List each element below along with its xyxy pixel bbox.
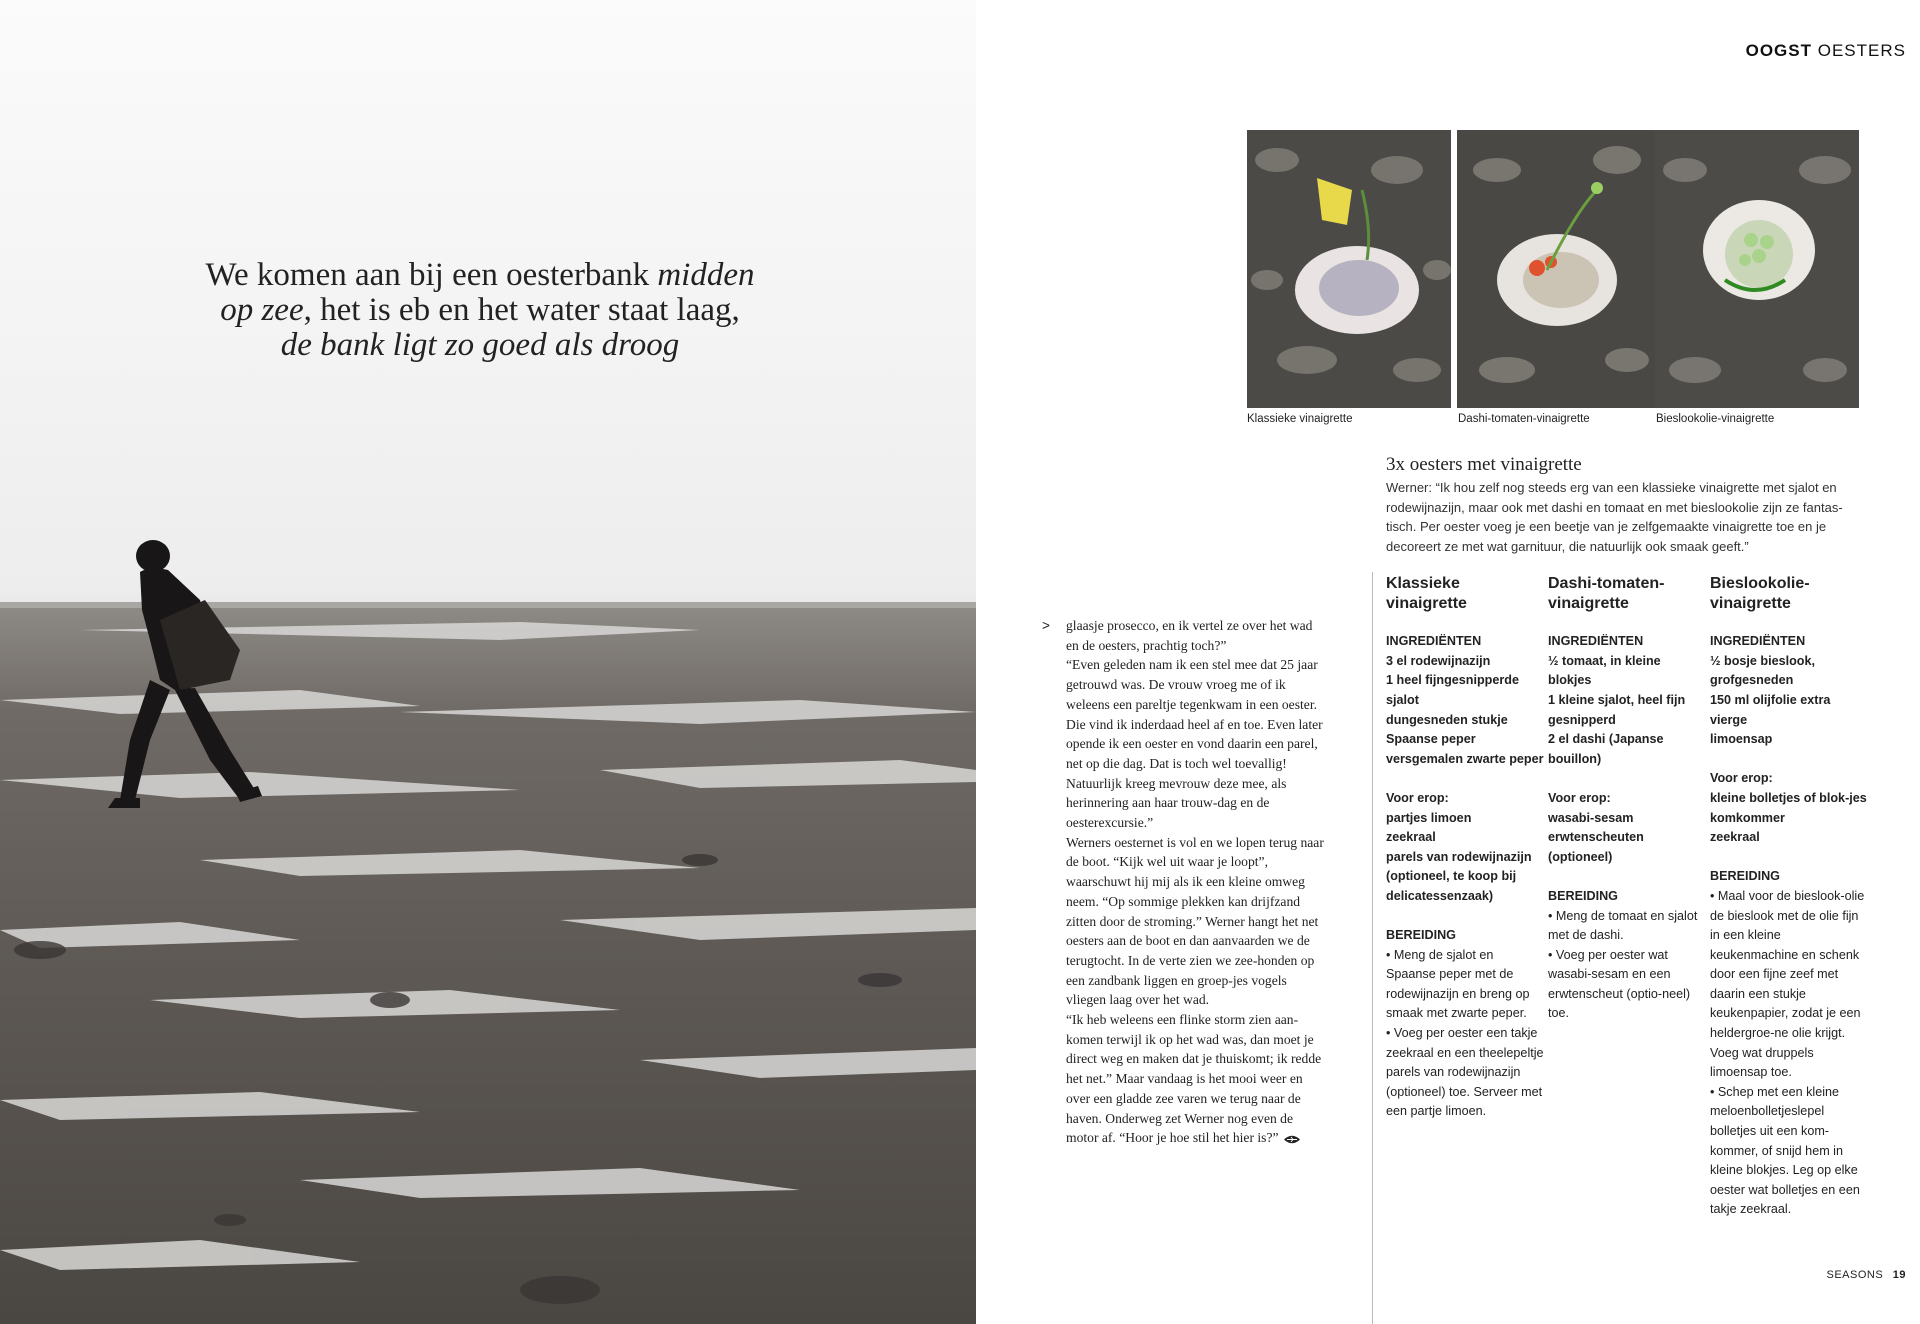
pull-quote: We komen aan bij een oesterbank midden op zee, het is eb en het water staat laag, de bank ligt zo goed als droog (205, 257, 755, 363)
recipe-column-title: Dashi-tomaten-vinaigrette (1548, 575, 1665, 612)
recipe-column-classic (1386, 574, 1544, 1122)
recipe-intro: Werner: “Ik hou zelf nog steeds erg van een klassieke vinaigrette met sjalot en rodewijnazijn, maar ook met dashi en tomaat en met bieslookolie zijn ze fantas-tisch. Per oester voeg je een beetje van je zelfgemaakte vinaigrette toe en je decoreert ze met wat garnituur, die natuurlijk ook smaak geeft.” (1386, 480, 1843, 554)
photo-caption-chive: Bieslookolie-vinaigrette (1656, 413, 1775, 425)
topping-item: kleine bolletjes of blok-jes komkommer (1710, 790, 1867, 825)
recipe-column-title: Bieslookolie-vinaigrette (1710, 575, 1810, 612)
oyster-photo-classic (1247, 130, 1451, 408)
photo-caption-dashi: Dashi-tomaten-vinaigrette (1458, 413, 1590, 425)
ingredient-item: 150 ml olijfolie extra vierge (1710, 692, 1831, 727)
oyster-photo-chive (1655, 130, 1859, 408)
ingredient-item: 1 heel fijngesnipperde sjalot (1386, 673, 1519, 707)
topping-item: zeekraal (1710, 830, 1760, 845)
magazine-name: SEASONS (1826, 1269, 1884, 1281)
body-paragraph-text: “Ik heb weleens een flinke storm zien aan-komen terwijl ik op het wad was, dan moet je direct weg en maken dat je thuiskomt; ik redde het net.” Maar vandaag is het mooi weer en over een gladde zee varen we terug naar de haven. Onderweg zet Werner nog even de motor af. “Hoor je hoe stil het hier is?” (1066, 1012, 1322, 1146)
continue-arrow-icon: > (1042, 618, 1050, 633)
ingredient-item: ½ tomaat, in kleine blokjes (1548, 653, 1661, 688)
page-number: 19 (1892, 1269, 1906, 1281)
oyster-photo-dashi (1457, 130, 1661, 408)
recipe-column-title: Klassieke vinaigrette (1386, 575, 1467, 612)
preparation-label: BEREIDING (1710, 869, 1780, 884)
preparation-step: • Meng de tomaat en sjalot met de dashi. (1548, 908, 1698, 943)
body-paragraph (1066, 1010, 1328, 1148)
topping-item: parels van rodewijnazijn (optioneel, te koop bij delicatessenzaak) (1386, 849, 1532, 903)
section-topic: OESTERS (1817, 41, 1906, 60)
ingredient-item: 1 kleine sjalot, heel fijn gesnipperd (1548, 692, 1686, 727)
article-body (1042, 616, 1328, 1148)
ingredient-item: 3 el rodewijnazijn (1386, 653, 1491, 668)
ingredient-item: versgemalen zwarte peper (1386, 751, 1544, 766)
body-paragraph: “Even geleden nam ik een stel mee dat 25 jaar getrouwd was. De vrouw vroeg me of ik weleens een pareltje tegenkwam in een oester. Die vind ik inderdaad heel af en toe. Even later opende ik een oester en vond daarin een parel, net op die dag. Dat is toch wel toevallig! Natuurlijk kreeg mevrouw deze mee, als herinnering aan haar trouw-dag en de oesterexcursie.” (1066, 657, 1323, 831)
recipe-column-chive (1710, 574, 1868, 1220)
ingredient-item: dungesneden stukje Spaanse peper (1386, 712, 1508, 747)
topping-label: Voor erop: (1386, 790, 1449, 805)
right-page (976, 0, 1920, 1324)
preparation-label: BEREIDING (1548, 888, 1618, 903)
ingredients-label: INGREDIËNTEN (1386, 634, 1482, 649)
body-paragraph: glaasje prosecco, en ik vertel ze over het wad en de oesters, prachtig toch?” (1066, 618, 1313, 653)
topping-item: partjes limoen (1386, 810, 1472, 825)
section-kicker: OOGST (1745, 41, 1813, 60)
preparation-step: • Maal voor de bieslook-olie de bieslook met de olie fijn in een kleine keukenmachine en schenk door een fijne zeef met daarin een stukje keukenpapier, zodat je een heldergroe-ne olie krijgt. Voeg wat druppels limoensap toe. (1710, 888, 1865, 1080)
photo-caption-classic: Klassieke vinaigrette (1247, 413, 1353, 425)
recipe-column-dashi (1548, 574, 1706, 1024)
body-paragraph: Werners oesternet is vol en we lopen terug naar de boot. “Kijk wel uit waar je loopt”, waarschuwt hij mij als ik een kleine omweg neem. “Op sommige plekken kan drijfzand zitten door de stroming.” Werner hangt het net oesters aan de boot en dan aanvaarden we de terugtocht. In de verte zien we zee-honden op een zandbank liggen en groep-jes vogels vliegen laag over het wad. (1066, 834, 1324, 1008)
preparation-step: • Voeg per oester een takje zeekraal en een theelepeltje parels van rodewijnazijn (optioneel) toe. Serveer met een partje limoen. (1386, 1026, 1544, 1119)
recipe-title: 3x oesters met vinaigrette (1386, 454, 1582, 475)
ingredients-label: INGREDIËNTEN (1710, 634, 1806, 649)
ingredients-label: INGREDIËNTEN (1548, 634, 1644, 649)
section-header (1746, 41, 1906, 61)
topping-item: zeekraal (1386, 830, 1436, 845)
topping-label: Voor erop: (1548, 790, 1611, 805)
topping-label: Voor erop: (1710, 771, 1773, 786)
preparation-step: • Meng de sjalot en Spaanse peper met de rodewijnazijn en breng op smaak met zwarte peper. (1386, 947, 1530, 1021)
ingredient-item: limoensap (1710, 732, 1773, 747)
topping-item: erwtenscheuten (optioneel) (1548, 830, 1644, 864)
preparation-step: • Schep met een kleine meloenbolletjeslepel bolletjes uit een kom-kommer, of snijd hem in kleine blokjes. Leg op elke oester wat bolletjes en een takje zeekraal. (1710, 1084, 1860, 1217)
ingredient-item: 2 el dashi (Japanse bouillon) (1548, 732, 1664, 766)
page-footer (1827, 1269, 1907, 1281)
ingredient-item: ½ bosje bieslook, grofgesneden (1710, 653, 1815, 688)
column-divider (1372, 572, 1373, 1324)
end-leaf-icon (1283, 1134, 1301, 1145)
topping-item: wasabi-sesam (1548, 810, 1634, 825)
preparation-label: BEREIDING (1386, 928, 1456, 943)
preparation-step: • Voeg per oester wat wasabi-sesam en een erwtenscheut (optio-neel) toe. (1548, 947, 1691, 1021)
